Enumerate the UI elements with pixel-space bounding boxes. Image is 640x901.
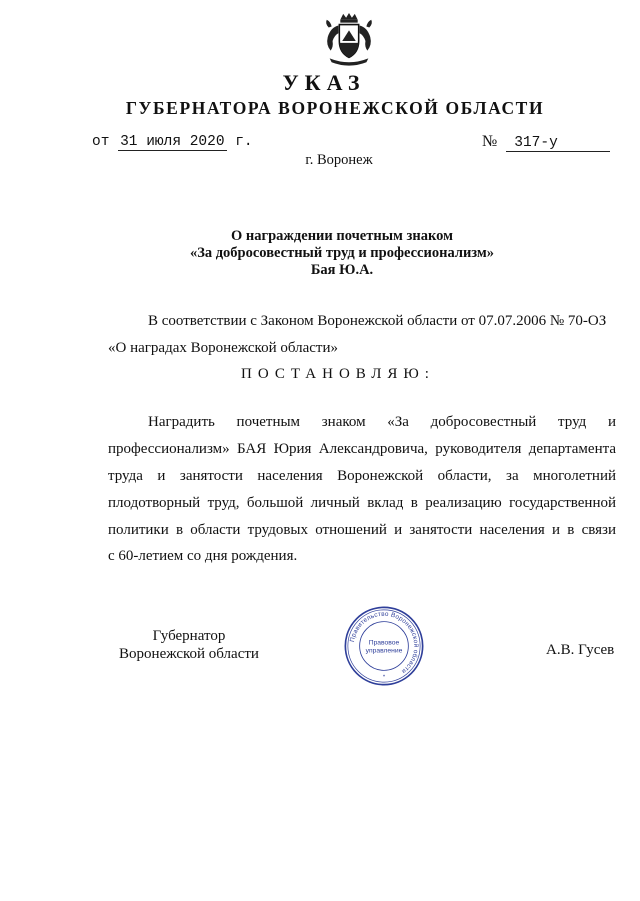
body-line: плодотворный труд, большой личный вклад в реализацию государственной [108, 495, 616, 511]
seal-ring-text: Правительство Воронежской области [349, 610, 420, 675]
number-sign: № [482, 133, 498, 150]
body-line: Наградить почетным знаком «За добросовестный труд и [148, 414, 616, 430]
date-value: 31 июля 2020 [120, 134, 225, 150]
svg-text:*: * [382, 674, 386, 681]
seal-center-line: управление [365, 647, 403, 655]
city: г. Воронеж [305, 152, 373, 168]
seal-center-line: Правовое [368, 639, 400, 647]
coat-of-arms-icon [320, 12, 378, 70]
date-prefix: от [92, 134, 110, 150]
body-line: профессионализм» БАЯ Юрия Александровича, руководителя департамента [108, 441, 616, 457]
heading-line: О награждении почетным знаком [231, 228, 453, 244]
signatory-title-line: Воронежской области [119, 646, 259, 662]
body-line: труда и занятости населения Воронежской области, за многолетний [108, 468, 616, 484]
number-line [482, 133, 610, 152]
decree-word: ПОСТАНОВЛЯЮ: [241, 366, 435, 382]
preamble-line: В соответствии с Законом Воронежской области от 07.07.2006 № 70-ОЗ [148, 313, 607, 329]
signatory-name: А.В. Гусев [546, 642, 615, 658]
body-line: политики в области трудовых отношений и занятости населения и в связи [108, 522, 616, 538]
date-suffix: г. [235, 134, 253, 150]
body-line: с 60-летием со дня рождения. [108, 548, 298, 564]
signatory-title-line: Губернатор [152, 628, 226, 644]
heading-line: Бая Ю.А. [310, 262, 374, 278]
document-subtitle: ГУБЕРНАТОРА ВОРОНЕЖСКОЙ ОБЛАСТИ [125, 98, 545, 118]
number-value: 317-у [506, 135, 610, 152]
date-line [92, 134, 253, 151]
document-title: УКАЗ [282, 70, 366, 95]
preamble-line: «О наградах Воронежской области» [108, 340, 339, 356]
official-seal-stamp [342, 604, 426, 688]
signatory-title [108, 627, 270, 663]
heading-line: «За добросовестный труд и профессионализм» [189, 245, 495, 261]
